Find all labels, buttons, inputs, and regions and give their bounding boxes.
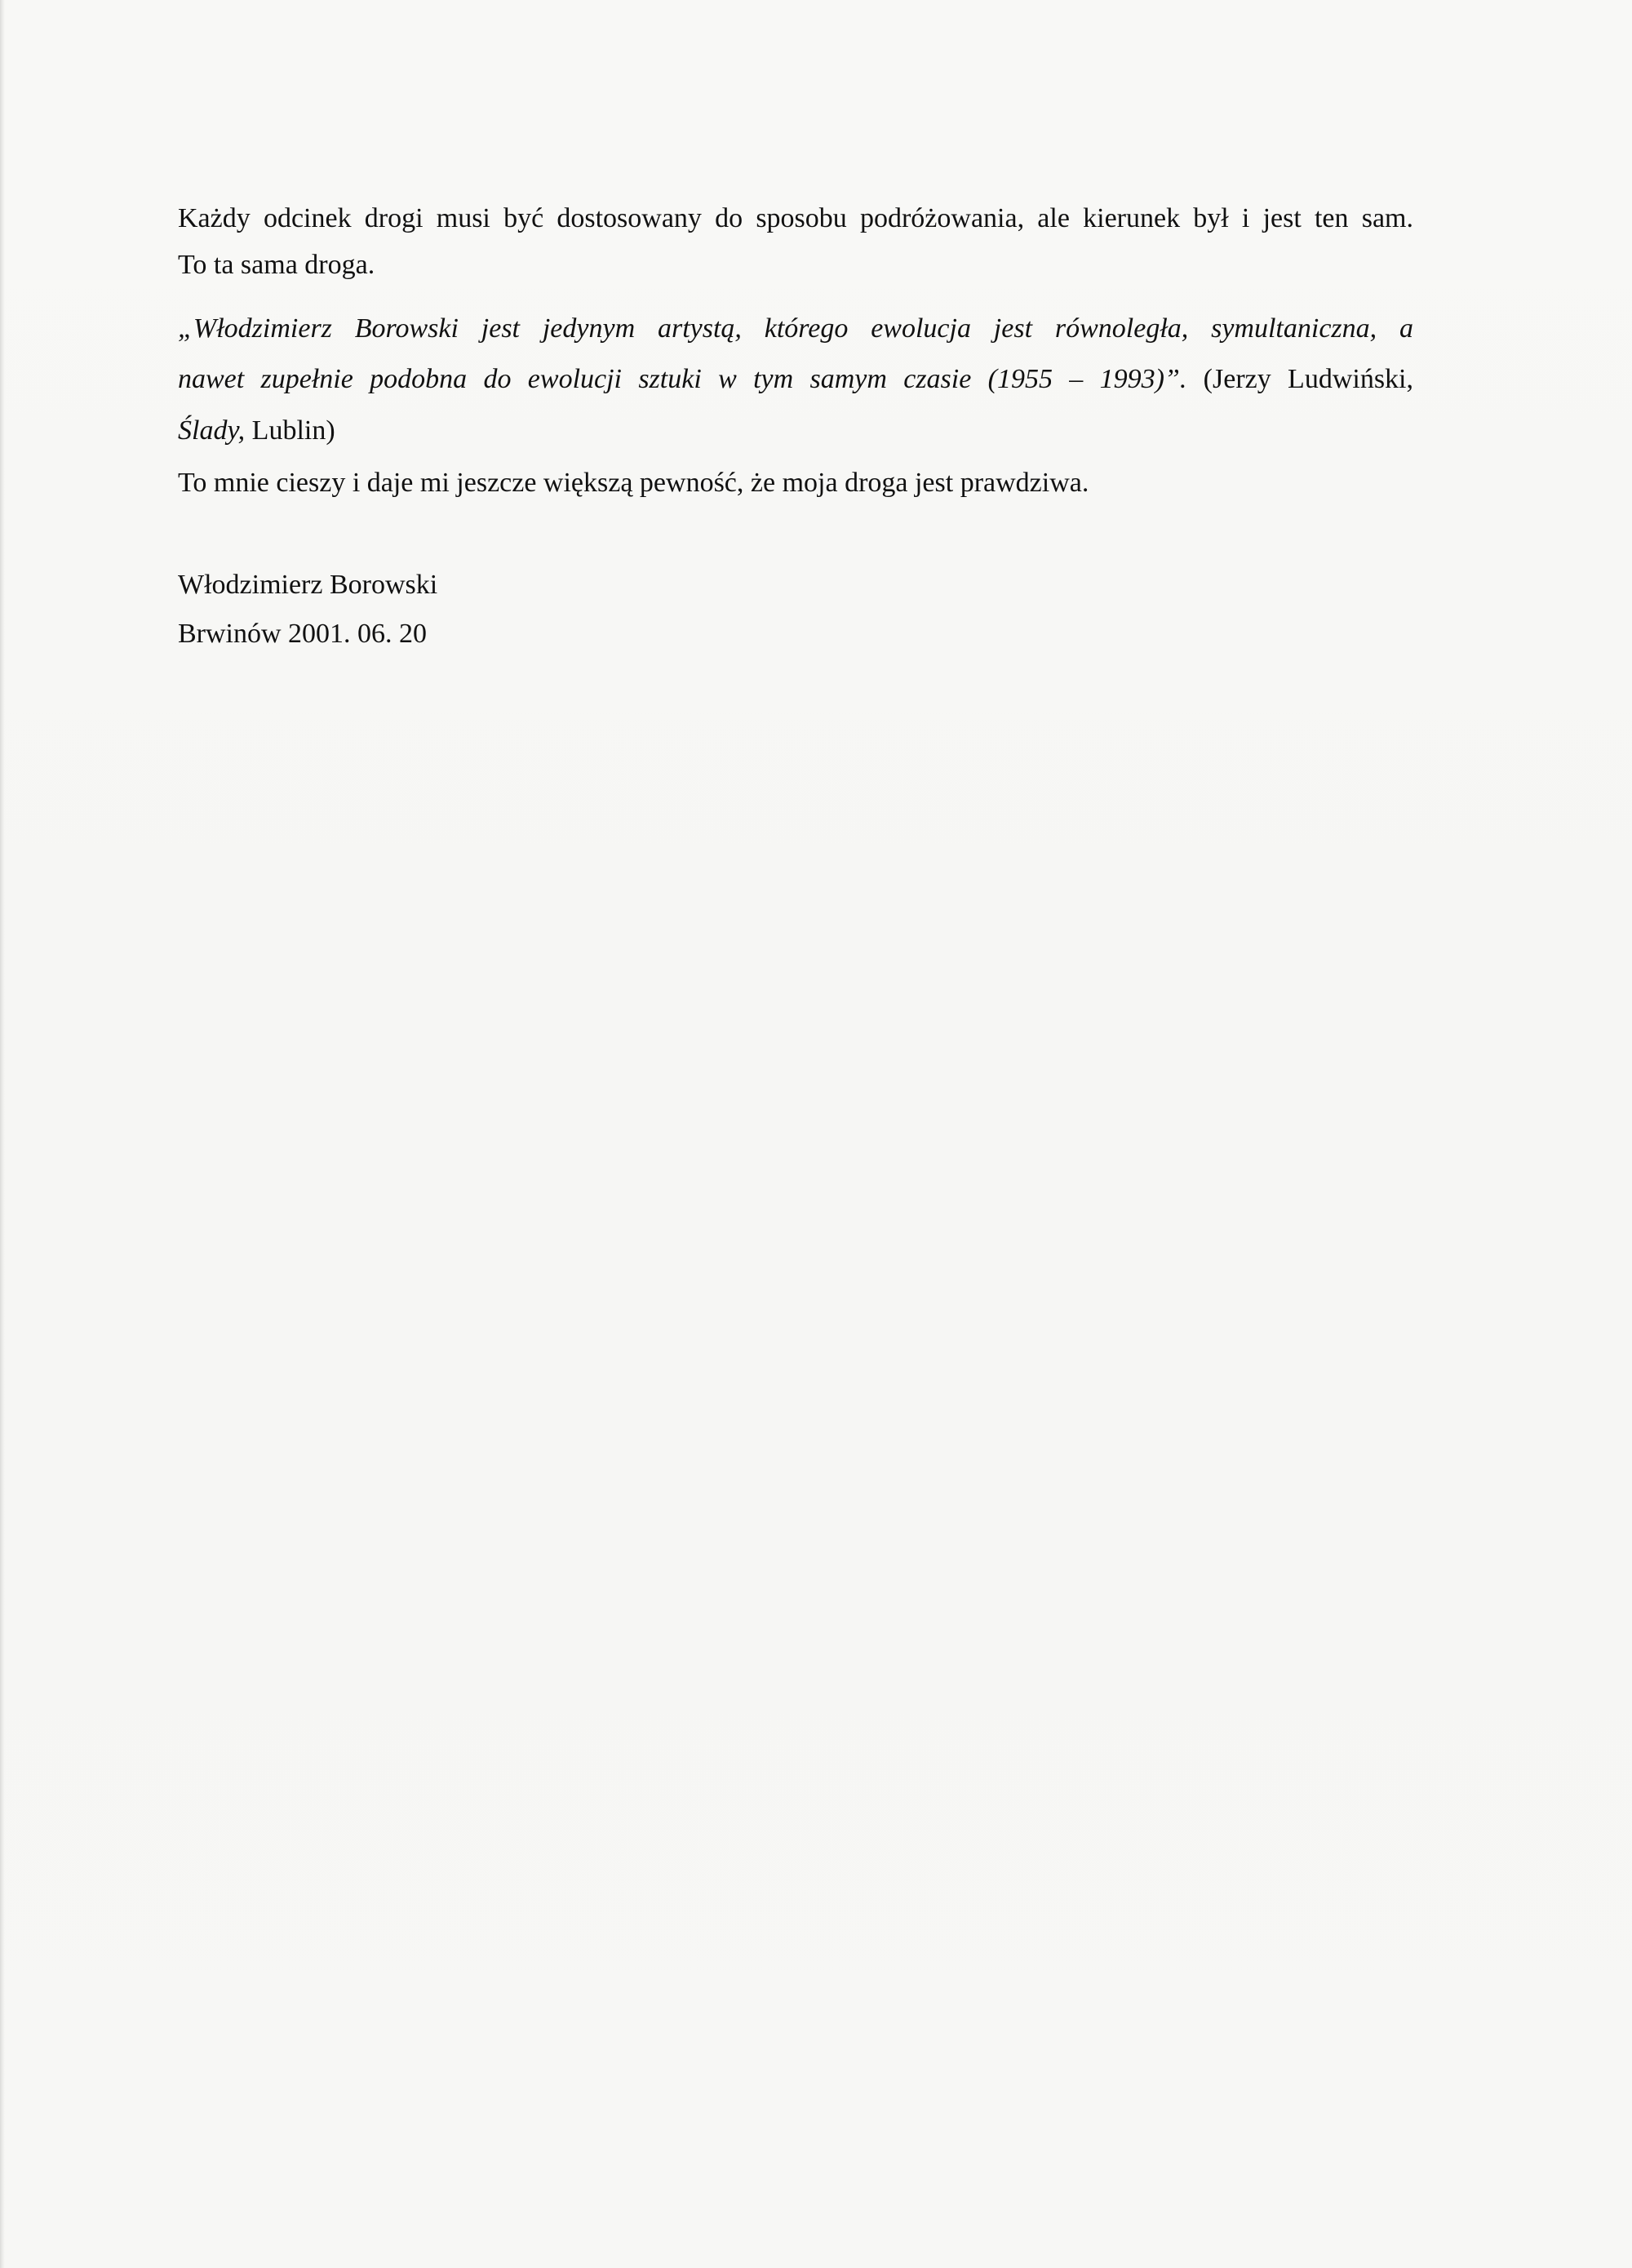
paragraph-1-line-2: To ta sama droga. bbox=[178, 250, 375, 280]
quote-citation: (Jerzy Ludwiński, bbox=[1203, 364, 1413, 394]
quote-source-title: Ślady, bbox=[178, 415, 246, 446]
page-edge-shadow bbox=[0, 0, 5, 2268]
quote-line-1: „Włodzimierz Borowski jest jedynym artystą, którego ewolucja jest równoległa, symultaniczna, a bbox=[178, 313, 1413, 344]
paragraph-1-line-1: Każdy odcinek drogi musi być dostosowany do sposobu podróżowania, ale kierunek był i jest ten sam. bbox=[178, 203, 1413, 233]
quote-source-place: Lublin) bbox=[251, 415, 335, 446]
paragraph-2: To mnie cieszy i daje mi jeszcze większą pewność, że moja droga jest prawdziwa. bbox=[178, 468, 1089, 498]
quote-line-3 bbox=[178, 415, 335, 447]
signature-name: Włodzimierz Borowski bbox=[178, 570, 438, 600]
quote-line-2 bbox=[178, 363, 1413, 396]
quote-line-2-italic: nawet zupełnie podobna do ewolucji sztuki w tym samym czasie (1955 – 1993)”. bbox=[178, 364, 1187, 394]
signature-place-date: Brwinów 2001. 06. 20 bbox=[178, 619, 428, 649]
